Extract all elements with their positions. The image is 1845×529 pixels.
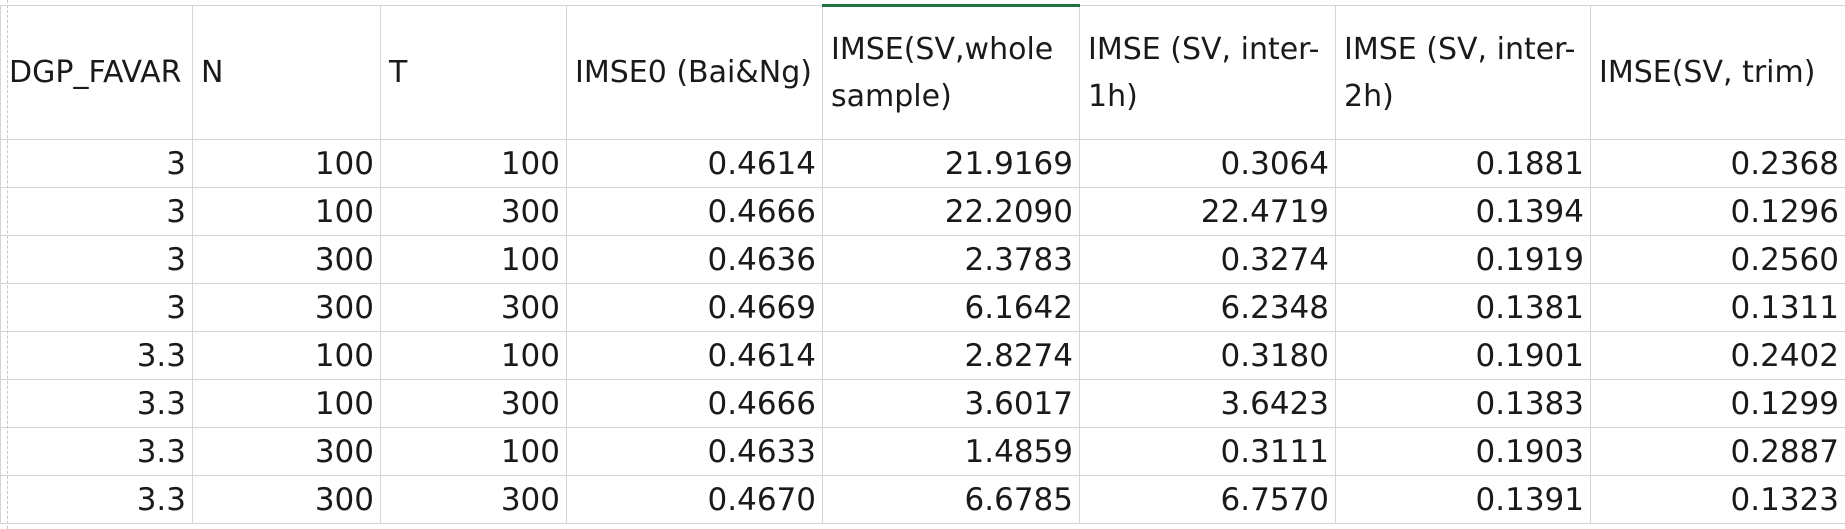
cell[interactable]: 3.3 (1, 380, 193, 428)
table-row (1, 380, 1845, 428)
cell[interactable]: 22.4719 (1080, 188, 1336, 236)
cell[interactable]: 3.6017 (823, 380, 1080, 428)
cell[interactable]: 0.1901 (1336, 332, 1591, 380)
cell[interactable]: 300 (381, 476, 567, 524)
cell[interactable]: 100 (193, 380, 381, 428)
table-row (1, 236, 1845, 284)
header-cell-imse-sv-inter-2h[interactable]: IMSE (SV, inter-2h) (1336, 6, 1591, 140)
cell[interactable]: 0.2368 (1591, 140, 1845, 188)
cell[interactable]: 300 (193, 284, 381, 332)
cell[interactable]: 0.4614 (567, 140, 823, 188)
cell[interactable]: 0.1311 (1591, 284, 1845, 332)
cell[interactable]: 0.3064 (1080, 140, 1336, 188)
cell[interactable]: 100 (193, 332, 381, 380)
cell[interactable]: 3.3 (1, 476, 193, 524)
cell[interactable]: 6.1642 (823, 284, 1080, 332)
cell[interactable]: 0.4669 (567, 284, 823, 332)
cell[interactable]: 0.3180 (1080, 332, 1336, 380)
cell[interactable]: 3.3 (1, 332, 193, 380)
cell[interactable]: 300 (381, 284, 567, 332)
cell[interactable]: 0.1394 (1336, 188, 1591, 236)
cell[interactable]: 0.1299 (1591, 380, 1845, 428)
cell[interactable]: 3 (1, 236, 193, 284)
cell[interactable]: 6.6785 (823, 476, 1080, 524)
cell[interactable]: 0.1381 (1336, 284, 1591, 332)
table-row (1, 476, 1845, 524)
cell[interactable]: 0.4670 (567, 476, 823, 524)
cell[interactable]: 6.7570 (1080, 476, 1336, 524)
cell[interactable]: 100 (381, 332, 567, 380)
table-row (1, 188, 1845, 236)
header-cell-dgp-favar[interactable]: DGP_FAVAR (1, 6, 193, 140)
table-body (1, 140, 1845, 524)
cell[interactable]: 0.2887 (1591, 428, 1845, 476)
cell[interactable]: 21.9169 (823, 140, 1080, 188)
cell[interactable]: 0.3111 (1080, 428, 1336, 476)
data-table (0, 4, 1845, 524)
cell[interactable]: 0.4666 (567, 188, 823, 236)
cell[interactable]: 3 (1, 140, 193, 188)
cell[interactable]: 0.4666 (567, 380, 823, 428)
header-row (1, 6, 1845, 140)
cell[interactable]: 100 (381, 236, 567, 284)
cell[interactable]: 0.1323 (1591, 476, 1845, 524)
cell[interactable]: 100 (193, 188, 381, 236)
cell[interactable]: 300 (381, 188, 567, 236)
cell[interactable]: 3.6423 (1080, 380, 1336, 428)
table-row (1, 332, 1845, 380)
table-row (1, 140, 1845, 188)
cell[interactable]: 3.3 (1, 428, 193, 476)
cell[interactable]: 6.2348 (1080, 284, 1336, 332)
cell[interactable]: 300 (381, 380, 567, 428)
cell[interactable]: 3 (1, 284, 193, 332)
header-cell-imse0[interactable]: IMSE0 (Bai&Ng) (567, 6, 823, 140)
table-row (1, 428, 1845, 476)
cell[interactable]: 3 (1, 188, 193, 236)
cell[interactable]: 100 (381, 428, 567, 476)
cell[interactable]: 100 (193, 140, 381, 188)
cell[interactable]: 0.1919 (1336, 236, 1591, 284)
cell[interactable]: 0.1296 (1591, 188, 1845, 236)
cell[interactable]: 0.1391 (1336, 476, 1591, 524)
cell[interactable]: 0.4614 (567, 332, 823, 380)
cell[interactable]: 0.2402 (1591, 332, 1845, 380)
cell[interactable]: 300 (193, 476, 381, 524)
header-cell-t[interactable]: T (381, 6, 567, 140)
cell[interactable]: 100 (381, 140, 567, 188)
header-cell-imse-sv-whole[interactable]: IMSE(SV,whole sample) (823, 6, 1080, 140)
header-cell-n[interactable]: N (193, 6, 381, 140)
cell[interactable]: 0.1903 (1336, 428, 1591, 476)
cell[interactable]: 2.3783 (823, 236, 1080, 284)
cell[interactable]: 300 (193, 236, 381, 284)
cell[interactable]: 1.4859 (823, 428, 1080, 476)
cell[interactable]: 22.2090 (823, 188, 1080, 236)
cell[interactable]: 2.8274 (823, 332, 1080, 380)
cell[interactable]: 0.3274 (1080, 236, 1336, 284)
cell[interactable]: 0.2560 (1591, 236, 1845, 284)
header-cell-imse-sv-inter-1h[interactable]: IMSE (SV, inter-1h) (1080, 6, 1336, 140)
table-row (1, 284, 1845, 332)
cell[interactable]: 0.1383 (1336, 380, 1591, 428)
cell[interactable]: 300 (193, 428, 381, 476)
header-cell-imse-sv-trim[interactable]: IMSE(SV, trim) (1591, 6, 1845, 140)
cell[interactable]: 0.1881 (1336, 140, 1591, 188)
cell[interactable]: 0.4633 (567, 428, 823, 476)
cell[interactable]: 0.4636 (567, 236, 823, 284)
